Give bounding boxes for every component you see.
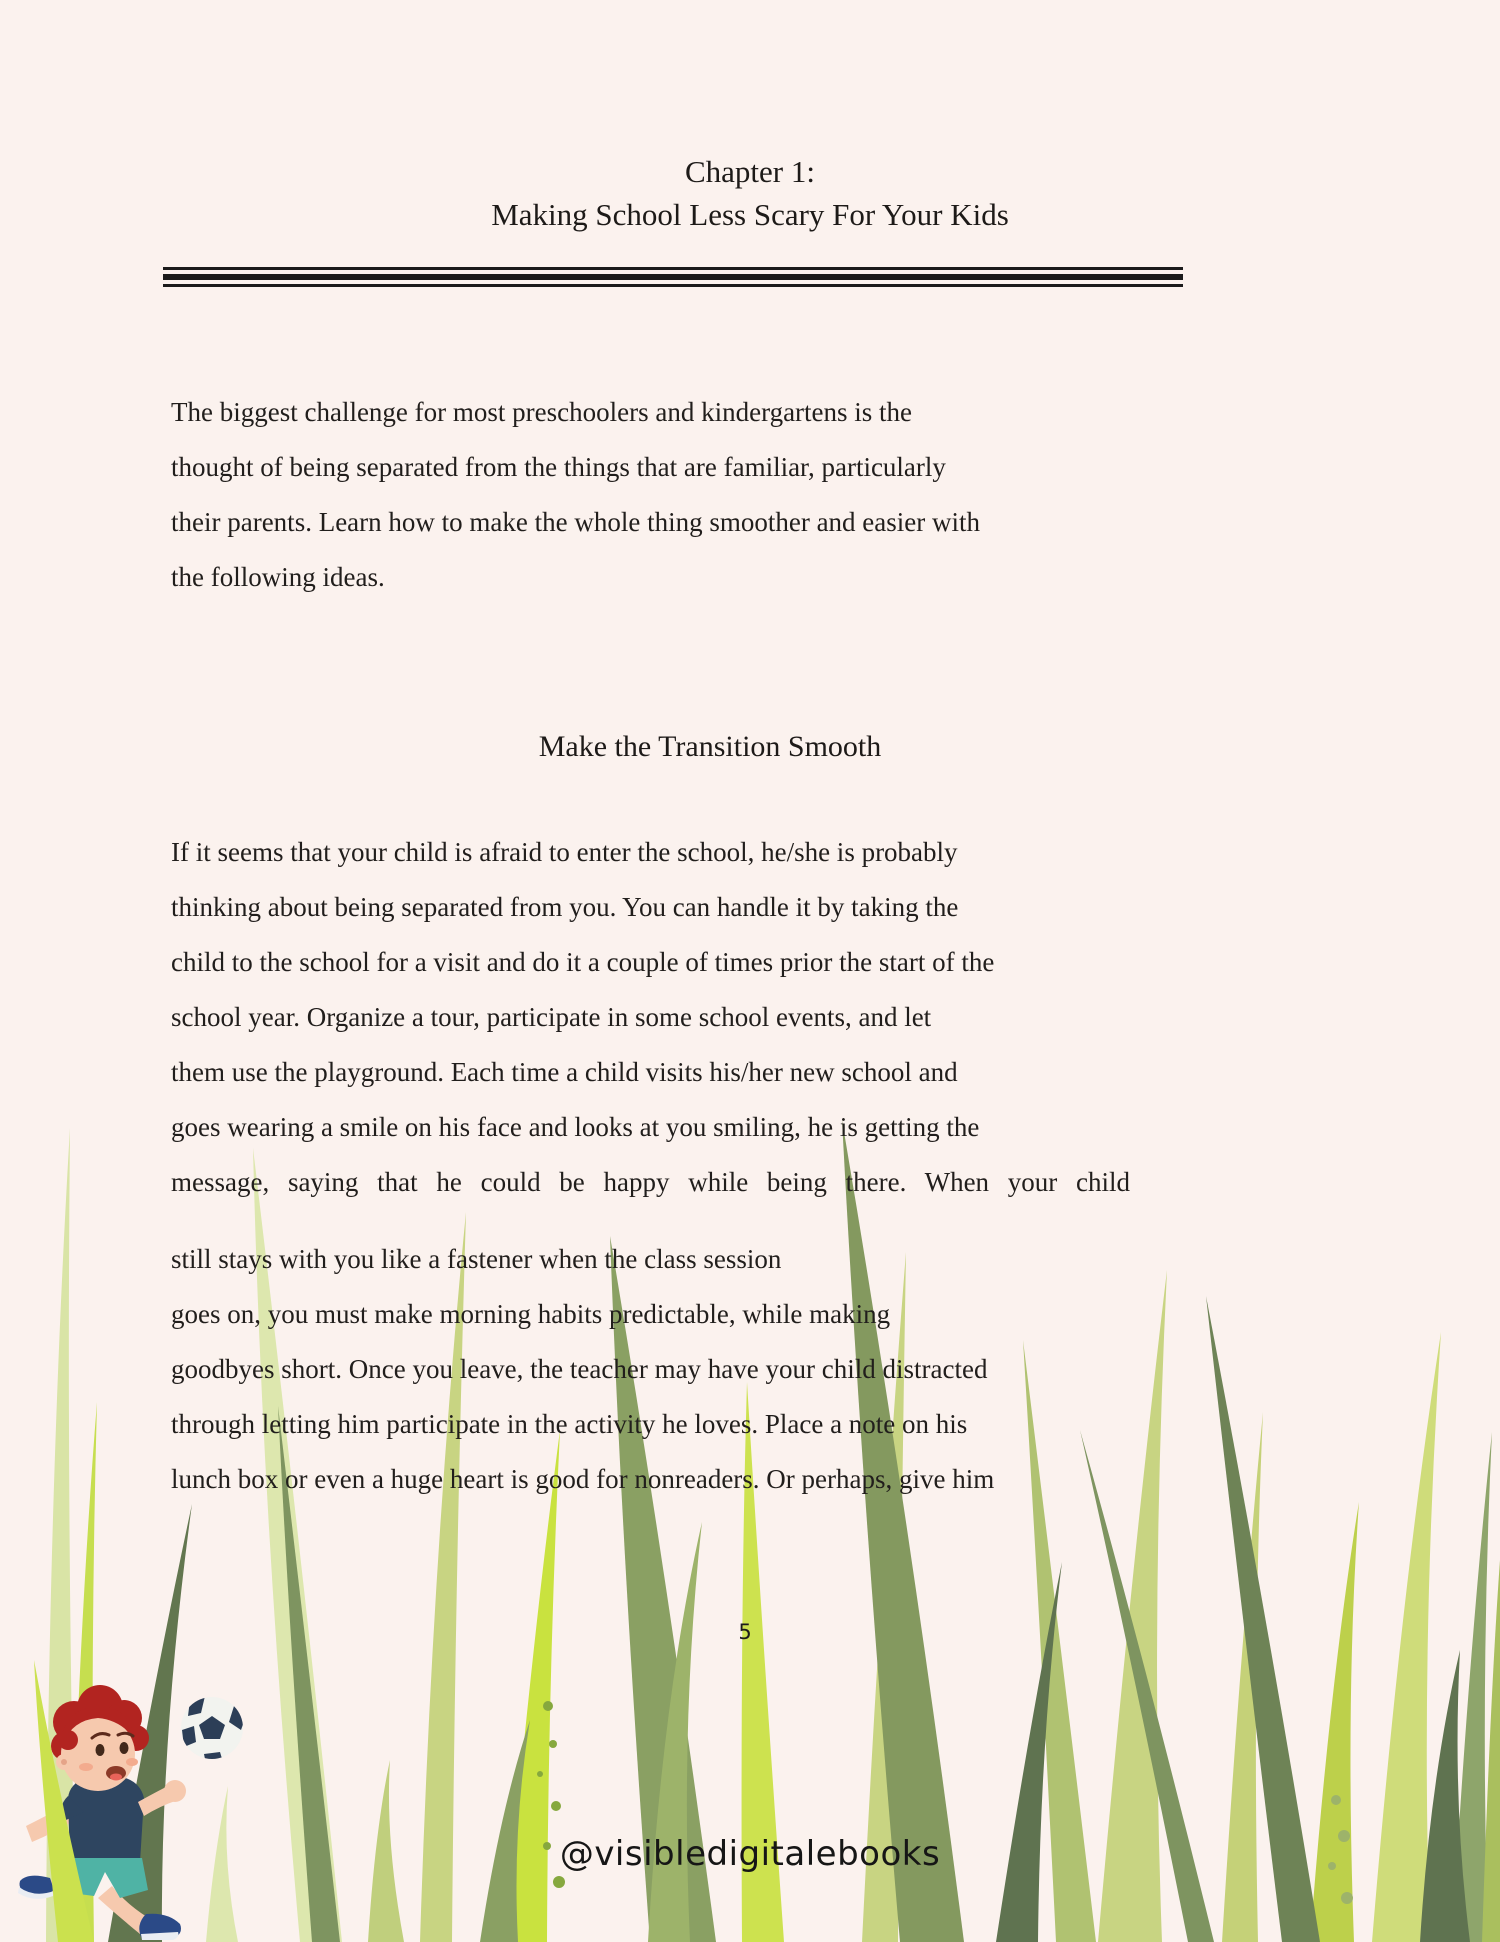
- body-line: The biggest challenge for most preschoolers and kindergartens is the: [171, 397, 913, 427]
- body-line: the following ideas.: [171, 562, 385, 592]
- soccer-ball-icon: [181, 1696, 246, 1764]
- section-paragraph-1: [171, 825, 1130, 1210]
- section-heading: Make the Transition Smooth: [538, 730, 882, 763]
- body-line: them use the playground. Each time a child visits his/her new school and: [171, 1057, 958, 1087]
- body-line: their parents. Learn how to make the whole thing smoother and easier with: [171, 507, 981, 537]
- body-line: goes wearing a smile on his face and looks at you smiling, he is getting the: [171, 1112, 980, 1142]
- body-line: school year. Organize a tour, participate in some school events, and let: [171, 1002, 932, 1032]
- chapter-title-block: [0, 150, 1500, 236]
- intro-paragraph: [171, 385, 1130, 605]
- body-line: If it seems that your child is afraid to enter the school, he/she is probably: [171, 837, 958, 867]
- body-line: lunch box or even a huge heart is good for nonreaders. Or perhaps, give him: [171, 1464, 995, 1494]
- chapter-label: Chapter 1:: [685, 154, 815, 189]
- section-paragraph-2: [171, 1232, 1130, 1507]
- body-line: goodbyes short. Once you leave, the teacher may have your child distracted: [171, 1354, 988, 1384]
- body-line: goes on, you must make morning habits predictable, while making: [171, 1299, 891, 1329]
- title-divider-rule: [163, 267, 1183, 287]
- page-number: 5: [738, 1620, 752, 1644]
- chapter-title: Making School Less Scary For Your Kids: [491, 197, 1009, 232]
- body-line: child to the school for a visit and do it a couple of times prior the start of the: [171, 947, 995, 977]
- body-line: still stays with you like a fastener when the class session: [171, 1244, 782, 1274]
- boy-kicking-ball-illustration: [8, 1662, 248, 1942]
- body-line: thinking about being separated from you. You can handle it by taking the: [171, 892, 959, 922]
- body-line: message, saying that he could be happy while being there. When your child: [171, 1167, 1130, 1197]
- body-line: through letting him participate in the activity he loves. Place a note on his: [171, 1409, 968, 1439]
- body-line: thought of being separated from the things that are familiar, particularly: [171, 452, 946, 482]
- watermark-handle: @visibledigitalebooks: [559, 1834, 941, 1874]
